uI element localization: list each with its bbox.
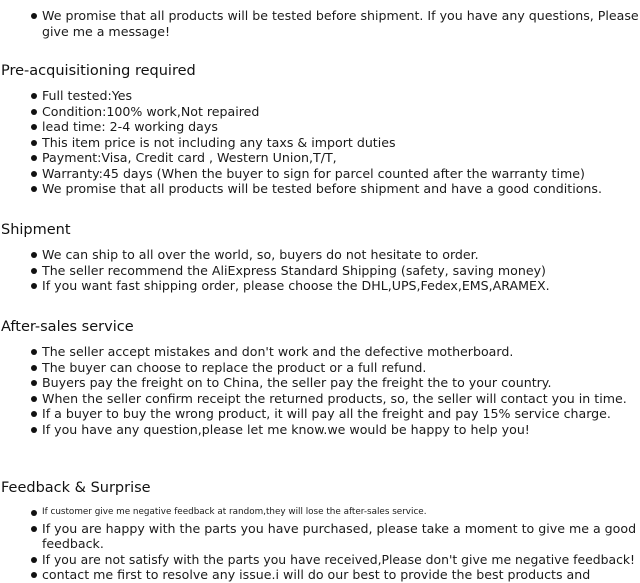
bullet-icon xyxy=(31,283,37,289)
bullet-icon xyxy=(31,411,37,417)
bullet-icon xyxy=(31,155,37,161)
bullet-icon xyxy=(31,365,37,371)
list-item: We promise that all products will be tested before shipment and have a good conditions. xyxy=(0,181,602,197)
bullet-icon xyxy=(31,349,37,355)
section-title-feedback: Feedback & Surprise xyxy=(1,480,151,496)
bullet-icon xyxy=(31,124,37,130)
feedback-list xyxy=(0,505,640,583)
list-item: If you are happy with the parts you have purchased, please take a moment to give me a good feedback. xyxy=(0,521,640,552)
bullet-icon xyxy=(31,252,37,258)
bullet-icon xyxy=(31,171,37,177)
list-item: The seller accept mistakes and don't work and the defective motherboard. xyxy=(0,344,627,360)
list-item: lead time: 2-4 working days xyxy=(0,119,602,135)
bullet-icon xyxy=(31,93,37,99)
list-item: If you have any question,please let me know.we would be happy to help you! xyxy=(0,422,627,438)
after-sales-list xyxy=(0,344,627,437)
list-item: The buyer can choose to replace the product or a full refund. xyxy=(0,360,627,376)
bullet-icon xyxy=(31,396,37,402)
list-item: If customer give me negative feedback at random,they will lose the after-sales service. xyxy=(0,505,640,521)
list-item: Full tested:Yes xyxy=(0,88,602,104)
bullet-icon xyxy=(31,380,37,386)
bullet-icon xyxy=(31,109,37,115)
list-item: If you want fast shipping order, please choose the DHL,UPS,Fedex,EMS,ARAMEX. xyxy=(0,278,550,294)
bullet-icon xyxy=(31,140,37,146)
list-item: We can ship to all over the world, so, buyers do not hesitate to order. xyxy=(0,247,550,263)
bullet-icon xyxy=(31,268,37,274)
intro-list xyxy=(0,8,640,39)
section-title-shipment: Shipment xyxy=(1,222,71,238)
section-title-preacquisition: Pre-acquisitioning required xyxy=(1,63,196,79)
list-item: Warranty:45 days (When the buyer to sign for parcel counted after the warranty time) xyxy=(0,166,602,182)
bullet-icon xyxy=(31,557,37,563)
bullet-icon xyxy=(31,186,37,192)
shipment-list xyxy=(0,247,550,294)
bullet-icon xyxy=(31,510,37,516)
bullet-icon xyxy=(31,526,37,532)
list-item: contact me first to resolve any issue.i will do our best to provide the best products and xyxy=(0,567,640,583)
list-item: The seller recommend the AliExpress Standard Shipping (safety, saving money) xyxy=(0,263,550,279)
list-item: This item price is not including any taxs & import duties xyxy=(0,135,602,151)
list-item: If you are not satisfy with the parts you have received,Please don't give me negative feedback! xyxy=(0,552,640,568)
list-item: If a buyer to buy the wrong product, it will pay all the freight and pay 15% service charge. xyxy=(0,406,627,422)
list-item: Payment:Visa, Credit card , Western Union,T/T, xyxy=(0,150,602,166)
list-item: We promise that all products will be tested before shipment. If you have any questions, Please give me a message! xyxy=(0,8,640,39)
list-item: Buyers pay the freight on to China, the seller pay the freight the to your country. xyxy=(0,375,627,391)
list-item: Condition:100% work,Not repaired xyxy=(0,104,602,120)
bullet-icon xyxy=(31,13,37,19)
list-item: When the seller confirm receipt the returned products, so, the seller will contact you in time. xyxy=(0,391,627,407)
bullet-icon xyxy=(31,427,37,433)
preacquisition-list xyxy=(0,88,602,197)
section-title-after-sales: After-sales service xyxy=(1,319,134,335)
bullet-icon xyxy=(31,572,37,578)
